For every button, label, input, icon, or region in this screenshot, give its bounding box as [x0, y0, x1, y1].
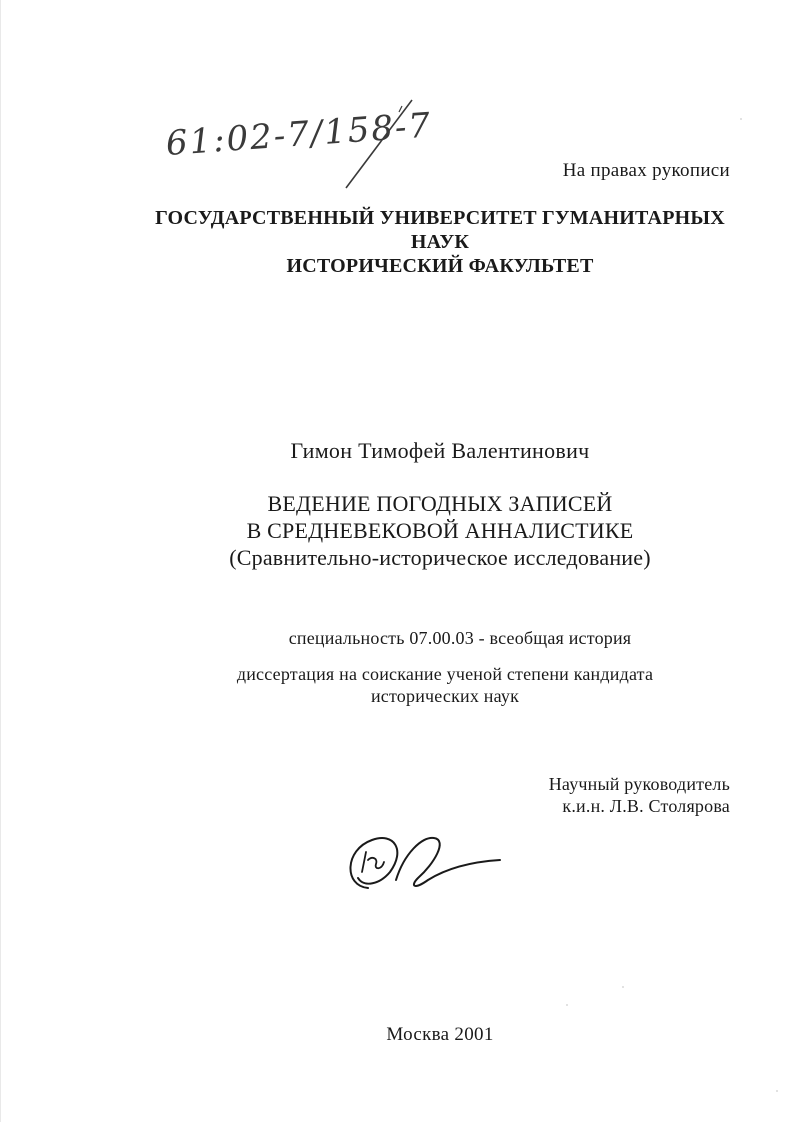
dissertation-title	[150, 490, 730, 571]
city-year: Москва 2001	[386, 1024, 494, 1045]
supervisor-name: к.и.н. Л.В. Столярова	[562, 796, 730, 816]
institution-line-3: ИСТОРИЧЕСКИЙ ФАКУЛЬТЕТ	[286, 255, 594, 277]
institution-line-1: ГОСУДАРСТВЕННЫЙ УНИВЕРСИТЕТ ГУМАНИТАРНЫХ	[155, 207, 725, 229]
institution-line-2: НАУК	[410, 231, 470, 253]
archive-code-stamp	[150, 92, 530, 192]
scan-speck	[776, 1090, 778, 1092]
archive-code-text: 61:02-7/158-7	[164, 105, 434, 164]
degree-statement	[150, 663, 740, 707]
institution-heading	[150, 206, 730, 278]
title-line-2: В СРЕДНЕВЕКОВОЙ АННАЛИСТИКЕ	[246, 518, 634, 543]
supervisor-role: Научный руководитель	[548, 774, 730, 794]
scan-speck	[622, 986, 624, 988]
author-name: Гимон Тимофей Валентинович	[290, 438, 590, 463]
rights-note: На правах рукописи	[562, 160, 730, 181]
scan-speck	[566, 1004, 568, 1006]
specialty-line: специальность 07.00.03 - всеобщая история	[288, 628, 632, 648]
degree-line-1: диссертация на соискание ученой степени кандидата	[236, 664, 654, 684]
supervisor-block	[549, 773, 730, 817]
title-line-1: ВЕДЕНИЕ ПОГОДНЫХ ЗАПИСЕЙ	[267, 491, 613, 516]
signature-icon	[338, 826, 508, 906]
degree-line-2: исторических наук	[370, 686, 520, 706]
scan-speck	[740, 118, 742, 120]
title-subtitle: (Сравнительно-историческое исследование)	[229, 545, 651, 570]
